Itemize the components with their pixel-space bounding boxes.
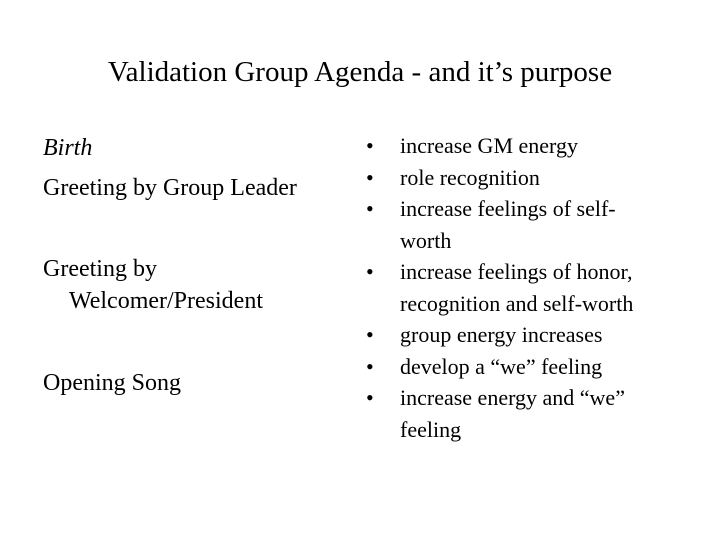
bullet-icon: • (366, 196, 374, 221)
bullet-icon: • (366, 133, 374, 158)
purpose-item-text: increase energy and “we” (400, 385, 625, 410)
bullet-icon: • (366, 259, 374, 284)
agenda-item-opening-song: Opening Song (43, 370, 181, 396)
purpose-item-text: increase GM energy (400, 133, 578, 158)
purpose-item-text: group energy increases (400, 322, 603, 347)
agenda-item-birth: Birth (43, 135, 93, 161)
agenda-item-greeting-welcomer-line2: Welcomer/President (69, 288, 264, 314)
purpose-list (366, 130, 686, 445)
agenda-item-greeting-welcomer (43, 253, 263, 317)
purpose-item-text-continued: worth (400, 227, 452, 253)
purpose-item (366, 130, 686, 162)
purpose-item (366, 256, 686, 319)
purpose-item (366, 319, 686, 351)
bullet-icon: • (366, 385, 374, 410)
purpose-item (366, 193, 686, 256)
purpose-item-text: increase feelings of honor, (400, 259, 633, 284)
slide-title: Validation Group Agenda - and it’s purpose (107, 56, 613, 88)
bullet-icon: • (366, 353, 374, 379)
purpose-item-text-continued: recognition and self-worth (400, 290, 634, 316)
bullet-icon: • (366, 164, 374, 190)
purpose-item (366, 351, 686, 383)
purpose-item (366, 382, 686, 445)
bullet-icon: • (366, 322, 374, 347)
purpose-item-text-continued: feeling (400, 416, 462, 442)
agenda-item-greeting-leader: Greeting by Group Leader (43, 175, 297, 201)
purpose-item-text: role recognition (400, 164, 540, 190)
purpose-item (366, 162, 686, 194)
agenda-item-greeting-welcomer-line1: Greeting by (43, 256, 157, 282)
purpose-item-text: develop a “we” feeling (400, 353, 603, 379)
purpose-item-text: increase feelings of self- (400, 196, 616, 221)
